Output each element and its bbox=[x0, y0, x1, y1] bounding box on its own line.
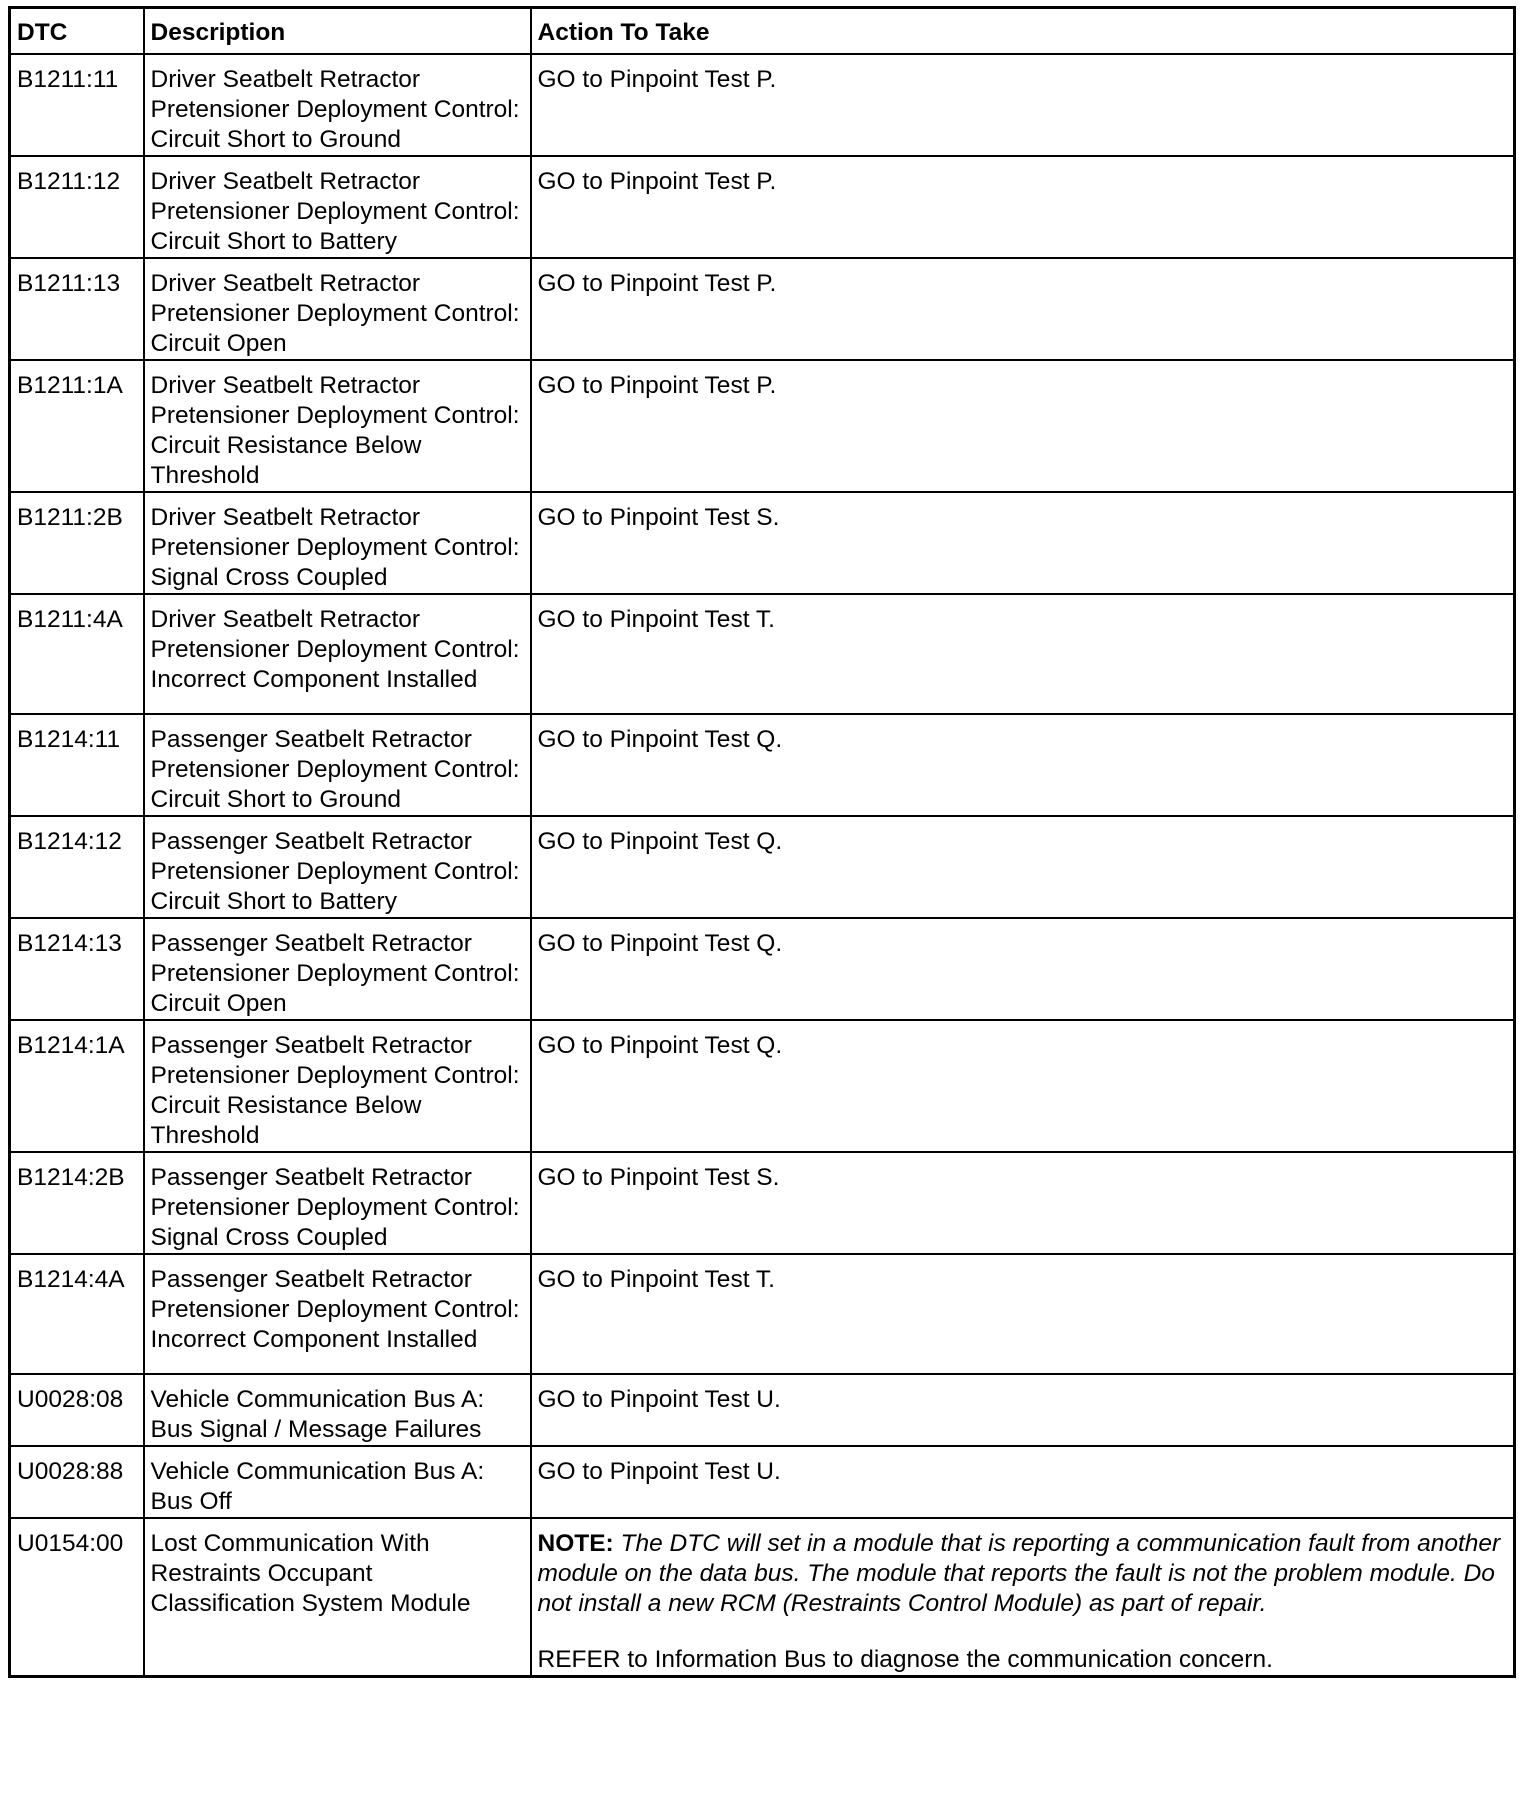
action-cell bbox=[531, 1518, 1515, 1677]
description-cell: Vehicle Communication Bus A: Bus Signal / Message Failures bbox=[144, 1374, 531, 1446]
action-cell: GO to Pinpoint Test S. bbox=[531, 492, 1515, 594]
table-row-u0154 bbox=[10, 1518, 1515, 1677]
dtc-code-cell: B1211:13 bbox=[10, 258, 144, 360]
description-cell: Driver Seatbelt Retractor Pretensioner Deployment Control: Circuit Short to Ground bbox=[144, 54, 531, 156]
action-cell: GO to Pinpoint Test T. bbox=[531, 594, 1515, 714]
table-row bbox=[10, 1254, 1515, 1374]
dtc-code-cell: B1211:4A bbox=[10, 594, 144, 714]
table-body bbox=[10, 54, 1515, 1677]
table-row bbox=[10, 54, 1515, 156]
table-row bbox=[10, 594, 1515, 714]
dtc-code-cell: B1214:2B bbox=[10, 1152, 144, 1254]
description-cell: Passenger Seatbelt Retractor Pretensioner Deployment Control: Circuit Short to Ground bbox=[144, 714, 531, 816]
table-row bbox=[10, 714, 1515, 816]
table-row bbox=[10, 1446, 1515, 1518]
action-cell: GO to Pinpoint Test P. bbox=[531, 360, 1515, 492]
table-row bbox=[10, 1020, 1515, 1152]
description-cell: Passenger Seatbelt Retractor Pretensioner Deployment Control: Circuit Open bbox=[144, 918, 531, 1020]
table-row bbox=[10, 1152, 1515, 1254]
action-cell: GO to Pinpoint Test U. bbox=[531, 1374, 1515, 1446]
description-cell: Vehicle Communication Bus A: Bus Off bbox=[144, 1446, 531, 1518]
column-header-dtc: DTC bbox=[10, 8, 144, 55]
dtc-code-cell: B1211:12 bbox=[10, 156, 144, 258]
dtc-code-cell: B1211:1A bbox=[10, 360, 144, 492]
description-cell: Passenger Seatbelt Retractor Pretensioner Deployment Control: Circuit Resistance Below Threshold bbox=[144, 1020, 531, 1152]
dtc-code-cell: U0154:00 bbox=[10, 1518, 144, 1677]
table-row bbox=[10, 816, 1515, 918]
action-cell: GO to Pinpoint Test P. bbox=[531, 54, 1515, 156]
action-cell: GO to Pinpoint Test Q. bbox=[531, 816, 1515, 918]
dtc-code-cell: B1214:12 bbox=[10, 816, 144, 918]
note-block bbox=[538, 1529, 1508, 1619]
description-cell: Driver Seatbelt Retractor Pretensioner Deployment Control: Circuit Resistance Below Threshold bbox=[144, 360, 531, 492]
refer-text: REFER to Information Bus to diagnose the communication concern. bbox=[537, 1646, 1273, 1673]
dtc-code-cell: B1214:1A bbox=[10, 1020, 144, 1152]
table-row bbox=[10, 258, 1515, 360]
column-header-action: Action To Take bbox=[531, 8, 1515, 55]
action-cell: GO to Pinpoint Test Q. bbox=[531, 918, 1515, 1020]
description-cell: Passenger Seatbelt Retractor Pretensioner Deployment Control: Incorrect Component Installed bbox=[144, 1254, 531, 1374]
description-cell: Passenger Seatbelt Retractor Pretensioner Deployment Control: Circuit Short to Battery bbox=[144, 816, 531, 918]
note-text: The DTC will set in a module that is reporting a communication fault from another module on the data bus. The module that reports the fault is not the problem module. Do not install a new RCM (Restraints Control Module) as part of repair. bbox=[537, 1530, 1501, 1617]
description-cell: Passenger Seatbelt Retractor Pretensioner Deployment Control: Signal Cross Coupled bbox=[144, 1152, 531, 1254]
note-label: NOTE: bbox=[537, 1530, 614, 1557]
description-cell: Driver Seatbelt Retractor Pretensioner Deployment Control: Circuit Short to Battery bbox=[144, 156, 531, 258]
description-cell: Driver Seatbelt Retractor Pretensioner Deployment Control: Incorrect Component Installed bbox=[144, 594, 531, 714]
table-row bbox=[10, 492, 1515, 594]
dtc-code-cell: B1214:13 bbox=[10, 918, 144, 1020]
dtc-code-cell: B1214:4A bbox=[10, 1254, 144, 1374]
table-header-row bbox=[10, 8, 1515, 55]
action-cell: GO to Pinpoint Test T. bbox=[531, 1254, 1515, 1374]
dtc-code-cell: U0028:08 bbox=[10, 1374, 144, 1446]
description-cell: Driver Seatbelt Retractor Pretensioner Deployment Control: Circuit Open bbox=[144, 258, 531, 360]
table-row bbox=[10, 1374, 1515, 1446]
table-row bbox=[10, 360, 1515, 492]
column-header-description: Description bbox=[144, 8, 531, 55]
dtc-code-cell: B1211:2B bbox=[10, 492, 144, 594]
dtc-code-cell: B1214:11 bbox=[10, 714, 144, 816]
dtc-code-cell: B1211:11 bbox=[10, 54, 144, 156]
action-cell: GO to Pinpoint Test U. bbox=[531, 1446, 1515, 1518]
action-cell: GO to Pinpoint Test S. bbox=[531, 1152, 1515, 1254]
table-row bbox=[10, 918, 1515, 1020]
description-cell: Lost Communication With Restraints Occupant Classification System Module bbox=[144, 1518, 531, 1677]
description-cell: Driver Seatbelt Retractor Pretensioner Deployment Control: Signal Cross Coupled bbox=[144, 492, 531, 594]
dtc-table bbox=[8, 6, 1516, 1678]
action-cell: GO to Pinpoint Test Q. bbox=[531, 714, 1515, 816]
table-row bbox=[10, 156, 1515, 258]
dtc-code-cell: U0028:88 bbox=[10, 1446, 144, 1518]
action-cell: GO to Pinpoint Test Q. bbox=[531, 1020, 1515, 1152]
action-cell: GO to Pinpoint Test P. bbox=[531, 156, 1515, 258]
action-cell: GO to Pinpoint Test P. bbox=[531, 258, 1515, 360]
